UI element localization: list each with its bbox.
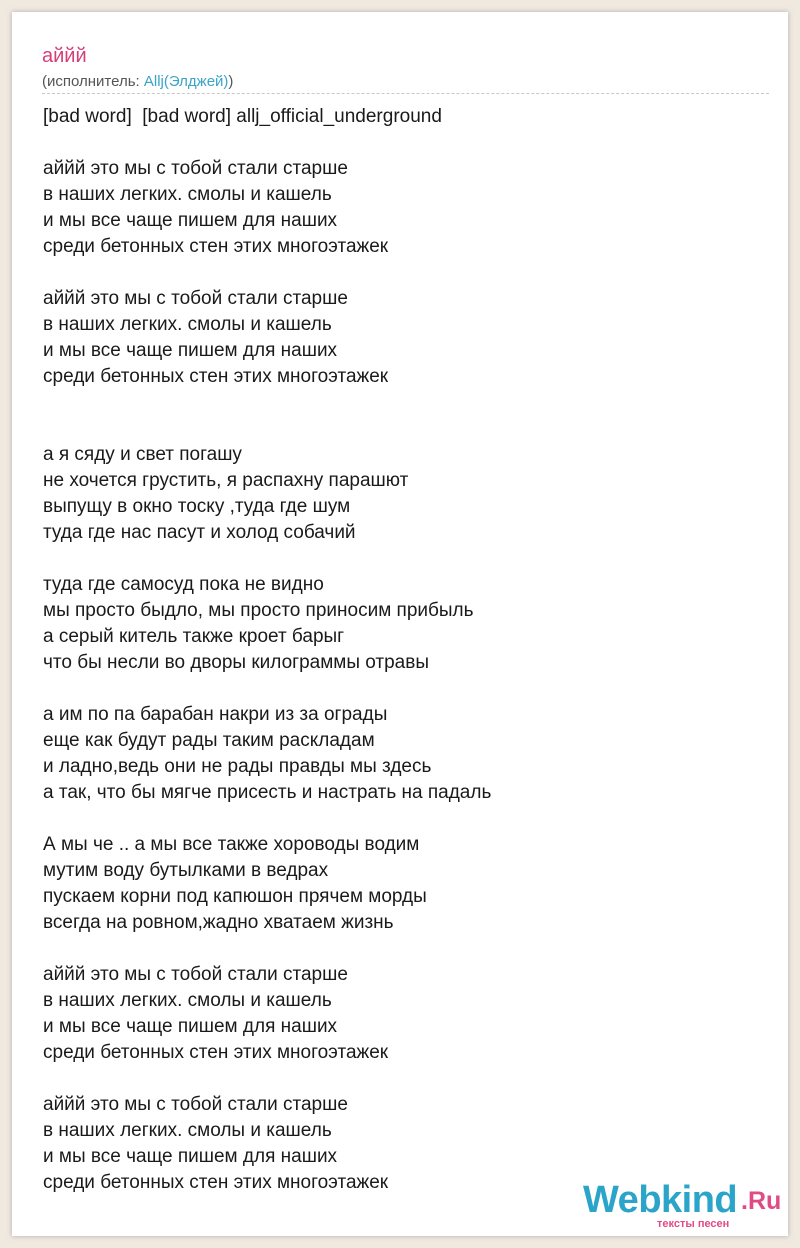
lyric-line: аййй это мы с тобой стали старше xyxy=(43,288,348,309)
lyric-blank-line xyxy=(43,806,491,832)
logo-wordmark: Webkind xyxy=(583,1179,738,1221)
artist-prefix: (исполнитель: xyxy=(42,73,144,90)
lyric-line: мутим воду бутылками в ведрах xyxy=(43,860,329,881)
song-title: аййй xyxy=(42,45,87,67)
lyric-line: в наших легких. смолы и кашель xyxy=(43,1120,332,1141)
lyric-blank-line xyxy=(43,936,491,962)
lyric-line: А мы че .. а мы все также хороводы водим xyxy=(43,834,420,855)
lyric-blank-line xyxy=(43,260,491,286)
lyric-blank-line xyxy=(43,1066,491,1092)
lyric-line: и мы все чаще пишем для наших xyxy=(43,210,338,231)
lyric-blank-line xyxy=(43,416,491,442)
lyrics-text xyxy=(43,104,491,1196)
artist-link[interactable]: Allj(Элджей) xyxy=(143,73,229,90)
lyric-blank-line xyxy=(43,546,491,572)
lyric-line: аййй это мы с тобой стали старше xyxy=(43,158,348,179)
lyric-line: в наших легких. смолы и кашель xyxy=(43,990,332,1011)
logo-domain-suffix: .Ru xyxy=(741,1187,782,1215)
lyric-blank-line xyxy=(43,390,491,416)
lyric-line: в наших легких. смолы и кашель xyxy=(43,314,332,335)
lyric-line: аййй это мы с тобой стали старше xyxy=(43,1094,348,1115)
lyric-line: и мы все чаще пишем для наших xyxy=(43,1016,338,1037)
lyric-line: среди бетонных стен этих многоэтажек xyxy=(43,1042,389,1063)
lyric-line: туда где самосуд пока не видно xyxy=(43,574,324,595)
lyric-line: пускаем корни под капюшон прячем морды xyxy=(43,886,427,907)
lyric-line: среди бетонных стен этих многоэтажек xyxy=(43,1172,389,1193)
lyric-line: и мы все чаще пишем для наших xyxy=(43,340,338,361)
lyric-line: а так, что бы мягче присесть и настрать на падаль xyxy=(43,782,492,803)
logo-tagline: тексты песен xyxy=(657,1218,730,1230)
webkind-logo[interactable] xyxy=(583,1178,783,1230)
lyric-line: туда где нас пасут и холод собачий xyxy=(43,522,356,543)
lyric-line: в наших легких. смолы и кашель xyxy=(43,184,332,205)
lyric-blank-line xyxy=(43,130,491,156)
lyric-line: а серый китель также кроет барыг xyxy=(43,626,345,647)
lyric-line: а им по па барабан накри из за ограды xyxy=(43,704,388,725)
lyrics-card xyxy=(12,12,788,1236)
lyric-line: не хочется грустить, я распахну парашют xyxy=(43,470,409,491)
lyric-line: и ладно,ведь они не рады правды мы здесь xyxy=(43,756,432,777)
lyric-line: аййй это мы с тобой стали старше xyxy=(43,964,348,985)
lyric-blank-line xyxy=(43,676,491,702)
lyric-line: среди бетонных стен этих многоэтажек xyxy=(43,366,389,387)
lyric-line: [bad word] [bad word] allj_official_underground xyxy=(43,106,442,127)
artist-suffix: ) xyxy=(228,73,234,90)
lyric-line: еще как будут рады таким раскладам xyxy=(43,730,375,751)
lyric-line: среди бетонных стен этих многоэтажек xyxy=(43,236,389,257)
lyric-line: а я сяду и свет погашу xyxy=(43,444,242,465)
lyric-line: и мы все чаще пишем для наших xyxy=(43,1146,338,1167)
dashed-divider xyxy=(42,93,769,94)
lyric-line: всегда на ровном,жадно хватаем жизнь xyxy=(43,912,394,933)
lyric-line: выпущу в окно тоску ,туда где шум xyxy=(43,496,351,517)
artist-line xyxy=(42,72,233,92)
lyric-line: что бы несли во дворы килограммы отравы xyxy=(43,652,430,673)
lyric-line: мы просто быдло, мы просто приносим прибыль xyxy=(43,600,474,621)
